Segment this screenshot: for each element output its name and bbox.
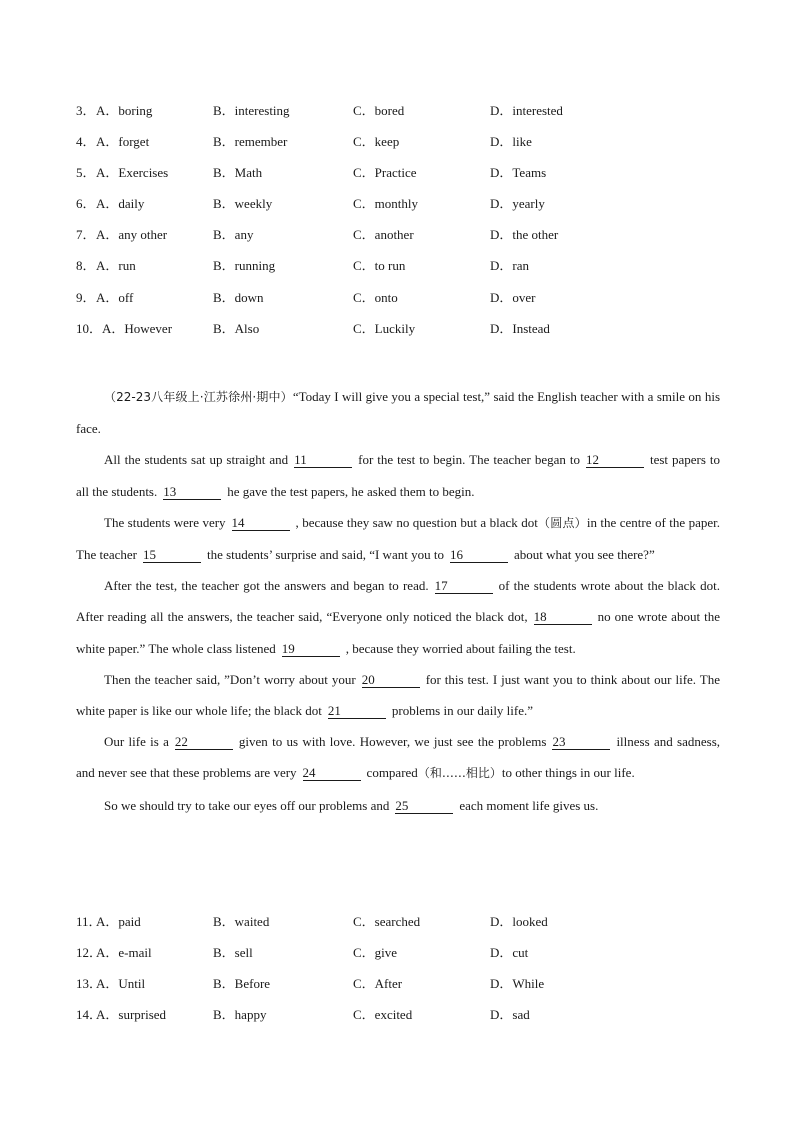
- option-b: B．waited: [213, 914, 270, 929]
- option-c: C．Practice: [353, 165, 417, 181]
- option-d: D．While: [490, 976, 545, 992]
- option-b: B．weekly: [213, 196, 273, 212]
- blank-19: 19: [282, 641, 340, 657]
- question-number: 13．: [76, 976, 103, 992]
- option-c: C．bored: [353, 103, 405, 118]
- question-number: 7．: [76, 227, 96, 243]
- blank-11: 11: [294, 452, 352, 468]
- question-number: 4．: [76, 134, 96, 150]
- option-d: D．interested: [490, 103, 563, 118]
- option-b: B．interesting: [213, 103, 290, 118]
- option-b: B．Also: [213, 320, 260, 336]
- option-a: A．Until: [96, 976, 146, 992]
- option-b: B．sell: [213, 945, 253, 961]
- question-row: [76, 943, 736, 974]
- option-b: B．down: [213, 289, 264, 305]
- option-b: B．running: [213, 258, 276, 274]
- blank-12: 12: [586, 452, 644, 468]
- option-d: D．Instead: [490, 320, 550, 336]
- question-number: 14．: [76, 1007, 103, 1023]
- option-a: A．off: [96, 289, 134, 305]
- question-list-top: [76, 101, 736, 350]
- blank-24: 24: [303, 765, 361, 781]
- option-c: C．monthly: [353, 196, 419, 212]
- option-c: C．to run: [353, 258, 406, 274]
- blank-21: 21: [328, 703, 386, 719]
- question-number: 3．: [76, 103, 96, 118]
- option-b: B．any: [213, 227, 254, 243]
- blank-16: 16: [450, 547, 508, 563]
- option-a: A．run: [96, 258, 136, 274]
- option-a: A．Exercises: [96, 165, 169, 181]
- question-number: 11．: [76, 914, 102, 929]
- question-row: [76, 256, 736, 287]
- passage-paragraph: Then the teacher said, ”Don’t worry about your 20 for this test. I just want you to think about our life. The white paper is like our whole life; the black dot 21 problems in our daily life.”: [76, 671, 720, 719]
- question-row: [76, 1005, 736, 1036]
- option-a: A．daily: [96, 196, 145, 212]
- blank-18: 18: [534, 609, 592, 625]
- question-number: 8．: [76, 258, 96, 274]
- option-b: B．happy: [213, 1007, 267, 1023]
- blank-15: 15: [143, 547, 201, 563]
- question-number: 9．: [76, 289, 96, 305]
- option-d: D．sad: [490, 1007, 530, 1023]
- question-row: [76, 225, 736, 256]
- option-c: C．give: [353, 945, 398, 961]
- option-c: C．another: [353, 227, 414, 243]
- question-list-bottom: [76, 912, 736, 1036]
- option-a: A．any other: [96, 227, 168, 243]
- option-c: C．keep: [353, 134, 400, 150]
- option-d: D．Teams: [490, 165, 547, 181]
- question-row: [76, 132, 736, 163]
- option-c: C．Luckily: [353, 320, 416, 336]
- question-row: [76, 974, 736, 1005]
- option-c: C．excited: [353, 1007, 413, 1023]
- passage-paragraph: After the test, the teacher got the answers and began to read. 17 of the students wrote about the black dot. After reading all the answers, the teacher said, “Everyone only noticed the black dot, 18 no one wrote about the white paper.” The whole class listened 19 , because they worried about failing the test.: [76, 578, 720, 656]
- passage-paragraph: （22-23八年级上·江苏徐州·期中）“Today I will give you a special test,” said the English teacher with a smile on his face.: [76, 389, 721, 437]
- question-number: 10．: [76, 320, 103, 336]
- blank-25: 25: [395, 798, 453, 814]
- option-a: A．forget: [96, 134, 150, 150]
- option-c: C．After: [353, 976, 403, 992]
- option-a: A．boring: [96, 103, 153, 118]
- passage-paragraph: Our life is a 22 given to us with love. However, we just see the problems 23 illness and sadness, and never see that these problems are very 24 compared（和……相比）to other things in our life.: [76, 734, 721, 781]
- blank-22: 22: [175, 734, 233, 750]
- option-b: B．remember: [213, 134, 288, 150]
- option-c: C．searched: [353, 914, 421, 929]
- option-d: D．cut: [490, 945, 529, 961]
- option-b: B．Math: [213, 165, 263, 181]
- option-c: C．onto: [353, 289, 398, 305]
- passage-paragraph: The students were very 14 , because they saw no question but a black dot（圆点）in the centre of the paper. The teacher 15 the students’ surprise and said, “I want you to 16 about what you see there?”: [76, 514, 720, 563]
- option-d: D．looked: [490, 914, 548, 929]
- passage-paragraph: All the students sat up straight and 11 for the test to begin. The teacher began to 12 test papers to all the students. 13 he gave the test papers, he asked them to begin.: [76, 452, 721, 499]
- question-row: [76, 288, 736, 319]
- blank-13: 13: [163, 484, 221, 500]
- question-number: 6．: [76, 196, 96, 212]
- option-d: D．over: [490, 289, 536, 305]
- question-row: [76, 101, 736, 132]
- blank-20: 20: [362, 672, 420, 688]
- option-a: A．surprised: [96, 1007, 167, 1023]
- question-number: 12．: [76, 945, 103, 961]
- question-number: 5．: [76, 165, 96, 181]
- blank-14: 14: [232, 515, 290, 531]
- option-a: A．paid: [96, 914, 141, 929]
- cloze-passage: [76, 381, 720, 821]
- blank-17: 17: [435, 578, 493, 594]
- passage-paragraph: So we should try to take our eyes off our problems and 25 each moment life gives us.: [104, 797, 599, 813]
- option-d: D．the other: [490, 227, 559, 243]
- option-d: D．yearly: [490, 196, 545, 212]
- option-d: D．ran: [490, 258, 529, 274]
- option-b: B．Before: [213, 976, 271, 992]
- question-row: [76, 194, 736, 225]
- source-label: （22-23八年级上·江苏徐州·期中）: [104, 390, 293, 404]
- question-row: [76, 319, 736, 350]
- blank-23: 23: [552, 734, 610, 750]
- option-a: A．However: [102, 320, 173, 336]
- option-a: A．e-mail: [96, 945, 152, 961]
- option-d: D．like: [490, 134, 532, 150]
- question-row: [76, 912, 736, 943]
- question-row: [76, 163, 736, 194]
